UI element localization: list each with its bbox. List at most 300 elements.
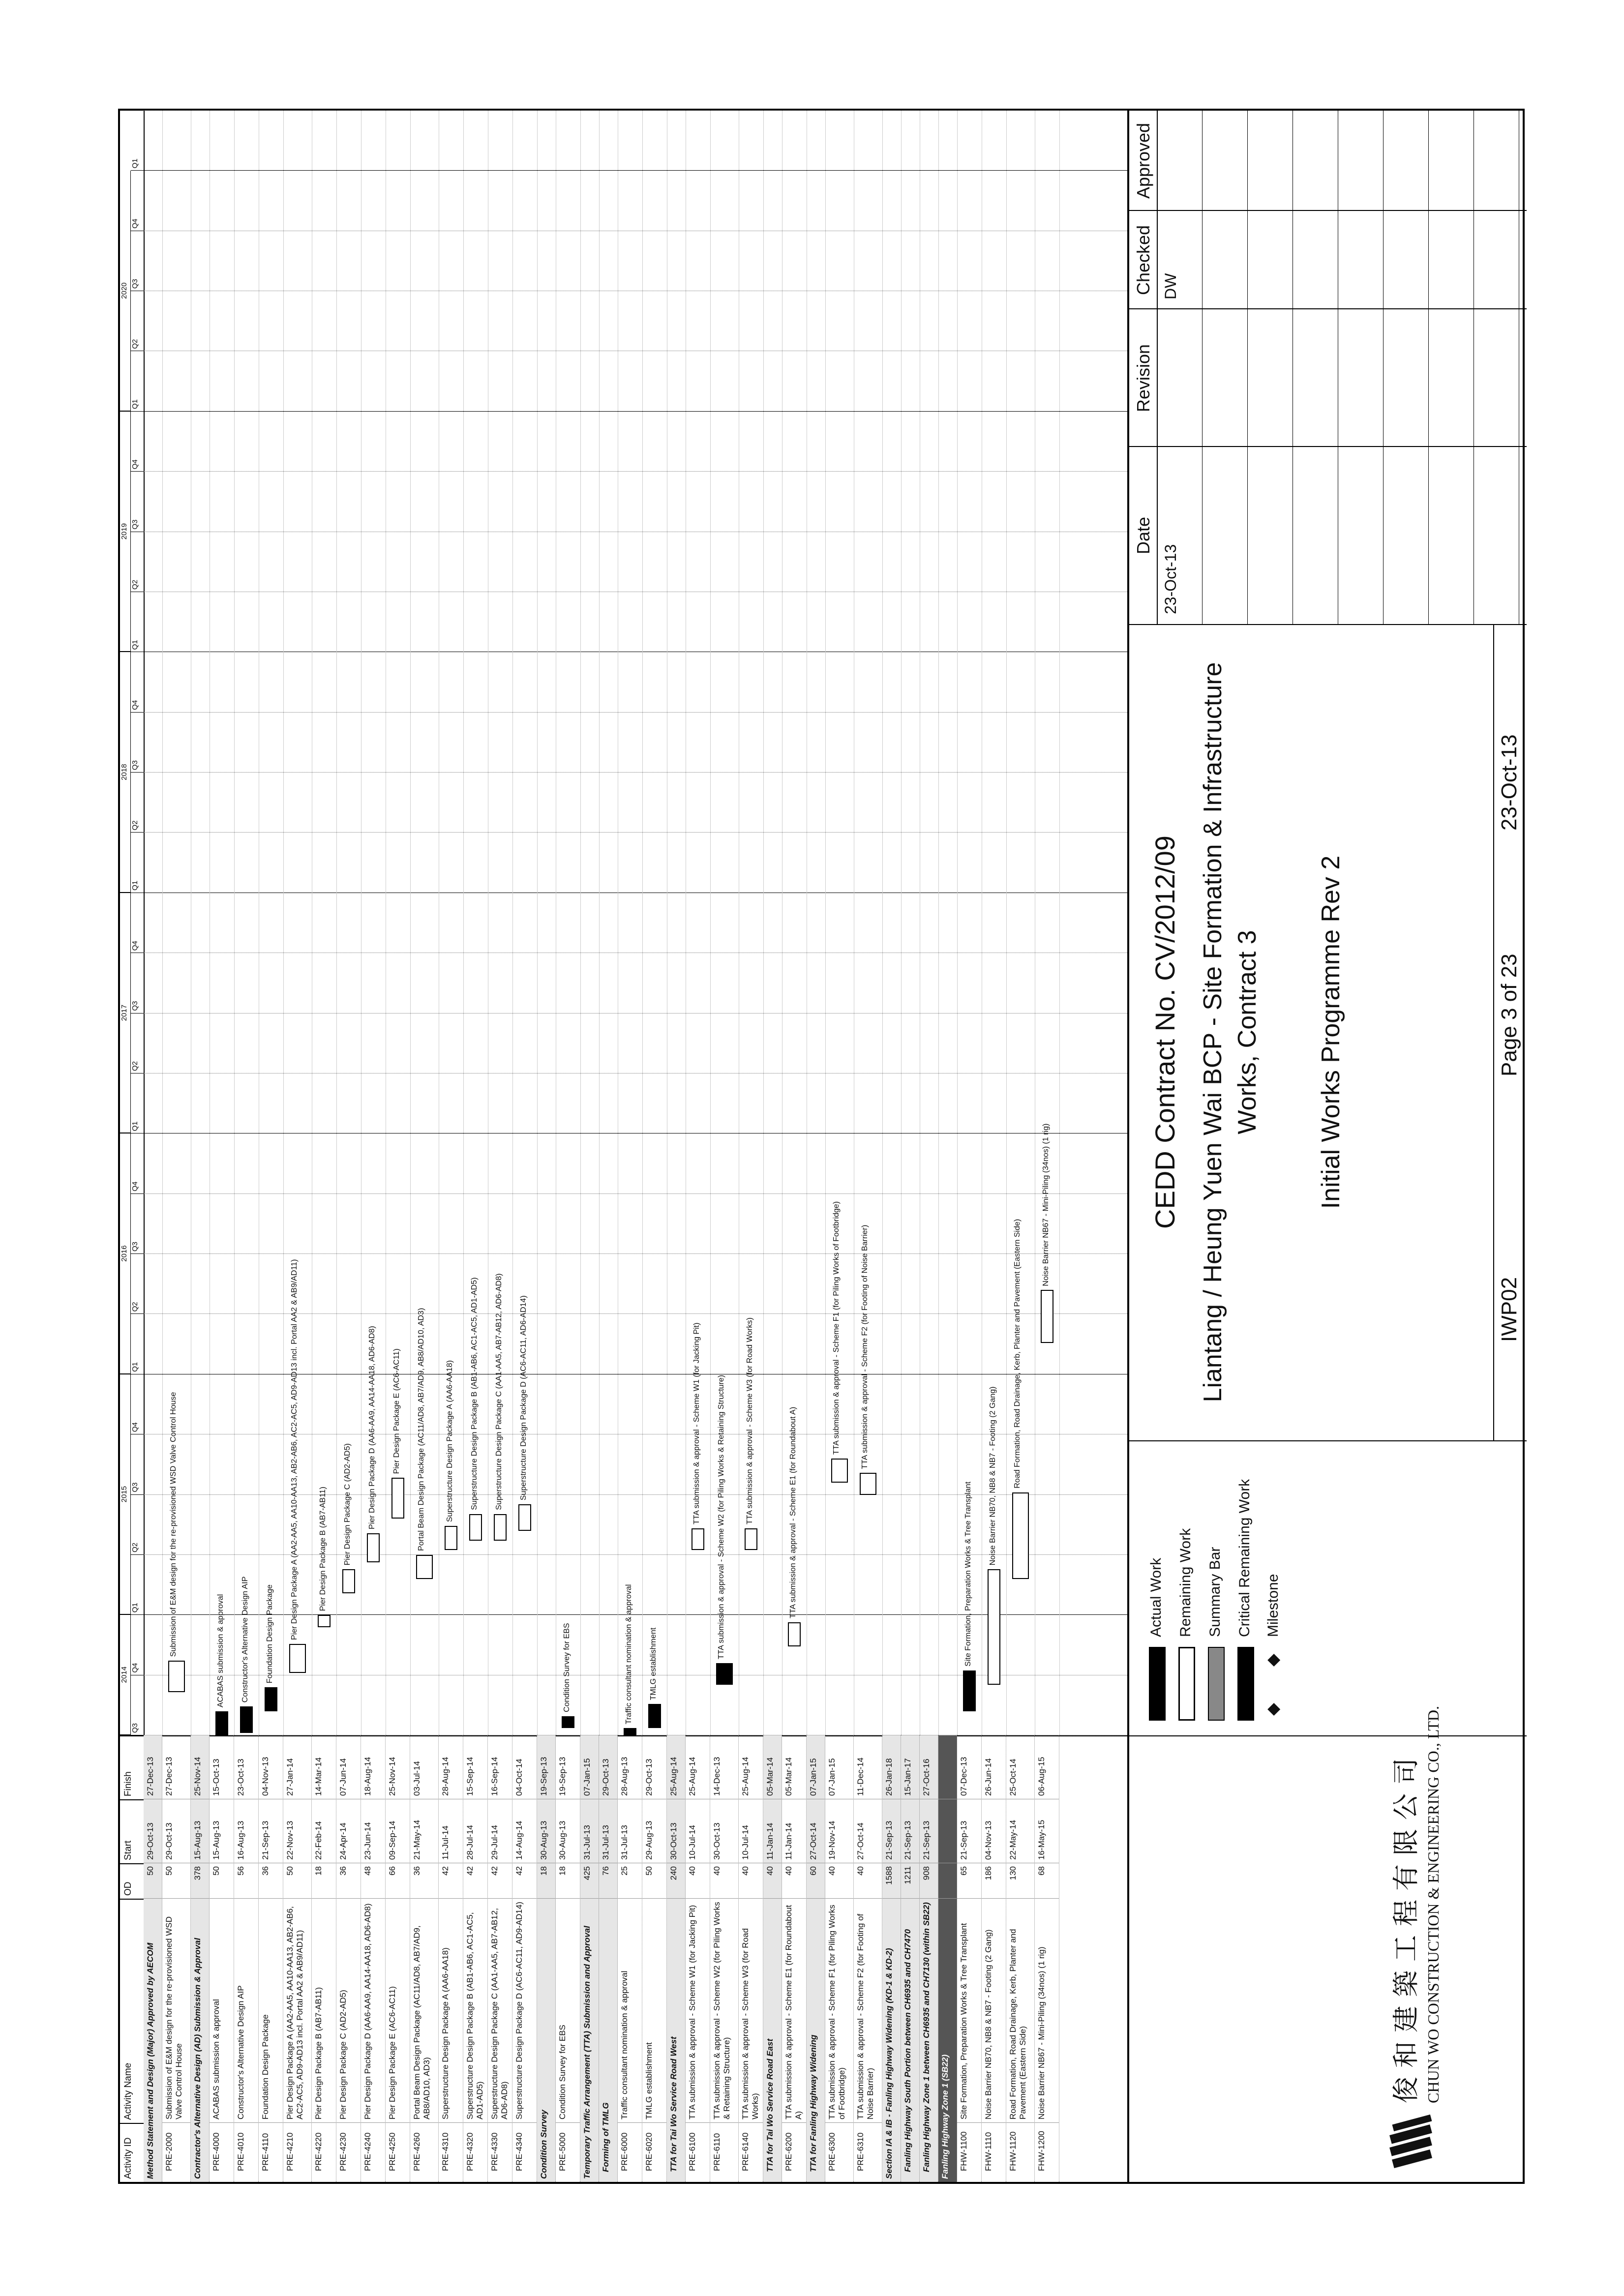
group-title: Contractor's Alternative Design (AD) Submission & Approval xyxy=(193,1938,202,2179)
table-row[interactable] xyxy=(410,1735,439,2182)
activity-start: 14-Aug-14 xyxy=(512,1799,537,1863)
table-row[interactable] xyxy=(162,1735,191,2182)
legend-milestone-label: Milestone xyxy=(1265,1574,1281,1637)
activity-finish: 07-Jan-15 xyxy=(825,1735,853,1799)
activity-finish: 28-Aug-13 xyxy=(618,1735,642,1799)
activity-name: Pier Design Package E (AC6-AC11) xyxy=(386,1899,410,2123)
activity-finish: 25-Aug-14 xyxy=(667,1735,685,1799)
table-row[interactable] xyxy=(361,1735,386,2182)
table-row[interactable] xyxy=(957,1735,982,2182)
table-row[interactable] xyxy=(686,1735,710,2182)
gantt-bar[interactable] xyxy=(469,1514,482,1541)
table-row[interactable] xyxy=(488,1735,512,2182)
table-row[interactable] xyxy=(854,1735,882,2182)
activity-id: PRE-5000 xyxy=(558,2132,567,2171)
timeline-quarter: Q1 xyxy=(131,1314,144,1374)
group-row[interactable] xyxy=(763,1735,782,2182)
gantt-bar-label: TTA submission & approval - Scheme W1 (for Jacking Pit) xyxy=(692,1322,701,1525)
activity-start: 23-Jun-14 xyxy=(361,1799,385,1863)
gantt-bar-label: Pier Design Package D (AA6-AA9, AA14-AA18, AD6-AD8) xyxy=(368,1326,376,1529)
activity-id: PRE-4230 xyxy=(338,2132,348,2171)
activity-name: Superstructure Design Package B (AB1-AB6, AC1-AC5, AD1-AD5) xyxy=(463,1899,487,2123)
activity-name: Pier Design Package A (AA2-AA5, AA10-AA13, AB2-AB6, AC2-AC5, AD9-AD13 incl. Portal AA2 & AB9/AD11) xyxy=(283,1899,311,2123)
group-title: Method Statement and Design (Major) Approved by AECOM xyxy=(146,1942,155,2179)
activity-id: PRE-4110 xyxy=(261,2133,270,2171)
activity-start: 22-Nov-13 xyxy=(283,1799,311,1863)
gantt-bar[interactable] xyxy=(716,1663,733,1685)
activity-start: 21-Sep-13 xyxy=(957,1799,981,1863)
activity-name: Portal Beam Design Package (AC11/AD8, AB7/AD9, AB8/AD10, AD3) xyxy=(410,1899,438,2123)
activity-finish xyxy=(938,1735,957,1799)
activity-start: 24-Apr-14 xyxy=(336,1799,361,1863)
activity-name: Noise Barrier NB70, NB8 & NB7 - Footing (2 Gang) xyxy=(982,1899,1006,2123)
gantt-bar[interactable] xyxy=(416,1555,433,1579)
timeline-year: 2014 xyxy=(120,1615,131,1735)
gantt-row-line xyxy=(234,111,235,1735)
activity-id: PRE-6310 xyxy=(856,2132,865,2171)
group-row[interactable] xyxy=(599,1735,618,2182)
table-row[interactable] xyxy=(463,1735,488,2182)
activity-duration: 40 xyxy=(710,1863,738,1899)
contract-title: CEDD Contract No. CV/2012/09 xyxy=(1149,835,1180,1229)
activity-id: FHW-1200 xyxy=(1037,2131,1046,2171)
gantt-bar[interactable] xyxy=(391,1478,404,1519)
gantt-bar-label: Foundation Design Package xyxy=(266,1584,274,1684)
activity-finish: 07-Jan-15 xyxy=(580,1735,599,1799)
column-header xyxy=(120,111,145,2182)
gantt-bar[interactable] xyxy=(788,1622,801,1646)
gantt-bar-label: Pier Design Package E (AC6-AC11) xyxy=(392,1348,401,1474)
gantt-row-line xyxy=(882,111,883,1735)
col-header-id: Activity ID xyxy=(120,2123,144,2182)
table-row[interactable] xyxy=(1035,1735,1059,2182)
legend-critical-swatch xyxy=(1237,1647,1254,1721)
legend-critical-label: Critical Remaining Work xyxy=(1236,1479,1253,1637)
activity-table xyxy=(144,1735,1127,2182)
gantt-row-line xyxy=(580,111,581,1735)
activity-start: 21-Sep-13 xyxy=(901,1799,919,1863)
activity-id: PRE-4330 xyxy=(490,2132,499,2171)
timeline-quarter: Q1 xyxy=(131,1555,144,1615)
activity-id: PRE-4340 xyxy=(514,2132,524,2171)
timeline-quarter: Q4 xyxy=(131,1133,144,1193)
rev-col-line xyxy=(1129,446,1527,447)
activity-finish: 27-Dec-13 xyxy=(144,1735,162,1799)
col-header-finish: Finish xyxy=(120,1735,144,1799)
activity-start: 11-Jan-14 xyxy=(782,1799,806,1863)
activity-duration: 36 xyxy=(410,1863,438,1899)
activity-finish: 25-Aug-14 xyxy=(686,1735,710,1799)
gantt-row-line xyxy=(957,111,958,1735)
timeline-quarter: Q2 xyxy=(131,1014,144,1073)
group-row[interactable] xyxy=(144,1735,162,2182)
gantt-row-line xyxy=(463,111,464,1735)
gantt-bar[interactable] xyxy=(692,1528,704,1550)
quarter-gridline xyxy=(144,1193,1127,1194)
gantt-row-line xyxy=(1059,111,1060,1735)
activity-start: 29-Oct-13 xyxy=(144,1799,162,1863)
group-title: Fanling Highway Zone 1 (SB22) xyxy=(940,2054,950,2179)
timeline-quarter: Q1 xyxy=(131,833,144,893)
activity-finish: 07-Dec-13 xyxy=(957,1735,981,1799)
gantt-bar-label: TTA submission & approval - Scheme F1 (for Piling Works of Footbridge) xyxy=(832,1201,841,1455)
activity-name: Superstructure Design Package A (AA6-AA18) xyxy=(439,1899,463,2123)
gantt-bar-label: Noise Barrier NB67 - Mini-Piling (34nos) (1 rig) xyxy=(1042,1123,1050,1286)
table-row[interactable] xyxy=(1006,1735,1035,2182)
timeline-quarter: Q2 xyxy=(131,1254,144,1314)
timeline-quarter: Q2 xyxy=(131,1495,144,1555)
activity-finish: 25-Aug-14 xyxy=(739,1735,763,1799)
activity-duration: 76 xyxy=(599,1863,617,1899)
gantt-bar-label: Portal Beam Design Package (AC11/AD8, AB7/AD9, AB8/AD10, AD3) xyxy=(417,1308,425,1551)
activity-id: PRE-4310 xyxy=(441,2132,450,2171)
activity-name: Traffic consultant nomination & approval xyxy=(618,1899,642,2123)
activity-name: ACABAS submission & approval xyxy=(210,1899,234,2123)
gantt-bar[interactable] xyxy=(342,1569,355,1593)
group-row[interactable] xyxy=(667,1735,686,2182)
activity-start: 10-Jul-14 xyxy=(686,1799,710,1863)
timeline-quarter: Q3 xyxy=(131,231,144,291)
gantt-row-line xyxy=(283,111,284,1735)
title-divider xyxy=(1493,624,1494,1440)
activity-id: FHW-1120 xyxy=(1008,2131,1018,2171)
activity-finish: 15-Sep-14 xyxy=(463,1735,487,1799)
activity-finish: 07-Jun-14 xyxy=(336,1735,361,1799)
gantt-bar[interactable] xyxy=(289,1644,306,1673)
activity-name: Submission of E&M design for the re-provisioned WSD Valve Control House xyxy=(162,1899,190,2123)
activity-id: PRE-4210 xyxy=(285,2132,295,2171)
rev-row-line xyxy=(1202,111,1203,624)
gantt-row-line xyxy=(162,111,163,1735)
gantt-bar[interactable] xyxy=(518,1504,531,1531)
gantt-bar-label: Pier Design Package C (AD2-AD5) xyxy=(343,1443,352,1566)
activity-start: 28-Jul-14 xyxy=(463,1799,487,1863)
activity-start xyxy=(938,1799,957,1863)
activity-finish: 16-Sep-14 xyxy=(488,1735,512,1799)
gantt-bar-label: Road Formation, Road Drainage, Kerb, Planter and Pavement (Eastern Side) xyxy=(1013,1219,1022,1489)
activity-name: Constructor's Alternative Design AIP xyxy=(234,1899,258,2123)
table-row[interactable] xyxy=(782,1735,807,2182)
activity-duration: 42 xyxy=(512,1863,537,1899)
activity-name: Pier Design Package B (AB7-AB11) xyxy=(312,1899,336,2123)
timeline-quarter: Q4 xyxy=(131,171,144,231)
activity-name: Condition Survey for EBS xyxy=(556,1899,580,2123)
title-block xyxy=(1129,624,1527,1440)
gantt-bar[interactable] xyxy=(860,1473,876,1494)
activity-name: Road Formation, Road Drainage, Kerb, Planter and Pavement (Eastern Side) xyxy=(1006,1899,1034,2123)
activity-duration: 42 xyxy=(488,1863,512,1899)
gantt-bar[interactable] xyxy=(963,1670,976,1711)
activity-start: 31-Jul-13 xyxy=(618,1799,642,1863)
activity-duration: 40 xyxy=(763,1863,782,1899)
activity-id: PRE-4320 xyxy=(465,2132,475,2171)
col-header-name: Activity Name xyxy=(120,1899,144,2123)
activity-duration xyxy=(938,1863,957,1899)
activity-name: TMLG establishment xyxy=(642,1899,666,2123)
activity-name: TTA submission & approval - Scheme E1 (for Roundabout A) xyxy=(782,1899,806,2123)
table-row[interactable] xyxy=(739,1735,763,2182)
activity-finish: 04-Nov-13 xyxy=(259,1735,283,1799)
activity-duration: 25 xyxy=(618,1863,642,1899)
legend xyxy=(1129,1440,1527,1735)
rev-row-date: 23-Oct-13 xyxy=(1162,544,1179,614)
timeline-quarter: Q2 xyxy=(131,291,144,351)
activity-name: TTA submission & approval - Scheme W3 (for Road Works) xyxy=(739,1899,763,2123)
activity-finish: 06-Aug-15 xyxy=(1035,1735,1059,1799)
activity-finish: 29-Oct-13 xyxy=(642,1735,666,1799)
activity-start: 27-Oct-14 xyxy=(807,1799,825,1863)
activity-finish: 11-Dec-14 xyxy=(854,1735,882,1799)
group-row[interactable] xyxy=(882,1735,901,2182)
activity-duration: 48 xyxy=(361,1863,385,1899)
activity-start: 21-Sep-13 xyxy=(259,1799,283,1863)
group-title: Fanling Highway Zone 1 between CH6935 and CH7130 (within SB22) xyxy=(922,1902,931,2172)
page-number: Page 3 of 23 xyxy=(1497,954,1521,1076)
activity-start: 30-Aug-13 xyxy=(537,1799,555,1863)
activity-duration: 186 xyxy=(982,1863,1006,1899)
timeline-quarter: Q4 xyxy=(131,412,144,472)
activity-start: 10-Jul-14 xyxy=(739,1799,763,1863)
timeline-quarter: Q2 xyxy=(131,773,144,833)
activity-duration: 68 xyxy=(1035,1863,1059,1899)
activity-start: 19-Nov-14 xyxy=(825,1799,853,1863)
activity-duration: 50 xyxy=(162,1863,190,1899)
activity-name: Superstructure Design Package C (AA1-AA5, AB7-AB12, AD6-AD8) xyxy=(488,1899,512,2123)
group-title: Fanling Highway South Portion between CH6935 and CH7470 xyxy=(903,1929,912,2172)
timeline-quarter: Q1 xyxy=(131,1073,144,1133)
gantt-bar[interactable] xyxy=(318,1615,331,1627)
group-row[interactable] xyxy=(537,1735,556,2182)
project-title-line2: Works, Contract 3 xyxy=(1233,930,1262,1134)
group-title: TTA for Tai Wo Service Road East xyxy=(765,2038,775,2172)
activity-name: Foundation Design Package xyxy=(259,1899,283,2123)
activity-duration: 40 xyxy=(782,1863,806,1899)
gantt-frame xyxy=(118,109,1525,2184)
legend-milestone-icon-2: ◆ xyxy=(1263,1653,1282,1667)
activity-duration: 42 xyxy=(439,1863,463,1899)
gantt-bar[interactable] xyxy=(988,1569,1000,1685)
rev-row-checked: DW xyxy=(1162,273,1179,299)
table-row[interactable] xyxy=(825,1735,854,2182)
activity-duration: 42 xyxy=(463,1863,487,1899)
gantt-bar[interactable] xyxy=(494,1514,507,1541)
programme-date: 23-Oct-13 xyxy=(1497,734,1521,831)
table-row[interactable] xyxy=(512,1735,537,2182)
activity-start: 21-Sep-13 xyxy=(920,1799,938,1863)
timeline-quarter: Q3 xyxy=(131,953,144,1013)
gantt-bar[interactable] xyxy=(445,1526,457,1550)
timeline-header xyxy=(120,111,144,1735)
legend-summary-label: Summary Bar xyxy=(1207,1547,1223,1637)
gantt-bar[interactable] xyxy=(745,1528,757,1550)
activity-finish: 15-Oct-13 xyxy=(210,1735,234,1799)
group-row[interactable] xyxy=(901,1735,920,2182)
activity-name: Site Formation, Preparation Works & Tree Transplant xyxy=(957,1899,981,2123)
table-row[interactable] xyxy=(312,1735,336,2182)
gantt-bar[interactable] xyxy=(1012,1492,1029,1579)
table-row[interactable] xyxy=(982,1735,1006,2182)
activity-id: PRE-4000 xyxy=(211,2132,221,2171)
gantt-bar-label: Site Formation, Preparation Works & Tree Transplant xyxy=(964,1481,972,1667)
gantt-bar[interactable] xyxy=(624,1728,636,1735)
table-row[interactable] xyxy=(234,1735,259,2182)
timeline-quarter: Q4 xyxy=(131,652,144,712)
activity-finish: 25-Oct-14 xyxy=(1006,1735,1034,1799)
table-row[interactable] xyxy=(556,1735,580,2182)
table-row[interactable] xyxy=(336,1735,361,2182)
activity-finish: 25-Nov-14 xyxy=(386,1735,410,1799)
activity-id: PRE-4260 xyxy=(412,2132,421,2171)
gantt-bar[interactable] xyxy=(168,1661,185,1692)
activity-start: 27-Oct-14 xyxy=(854,1799,882,1863)
activity-id: PRE-4250 xyxy=(388,2132,397,2171)
activity-finish: 04-Oct-14 xyxy=(512,1735,537,1799)
activity-name: TTA submission & approval - Scheme W1 (for Jacking Pit) xyxy=(686,1899,710,2123)
rev-col-line xyxy=(1129,308,1527,309)
table-row[interactable] xyxy=(618,1735,642,2182)
gantt-chart-area xyxy=(144,111,1127,1735)
company-block xyxy=(1129,1706,1527,2182)
activity-finish: 26-Jun-14 xyxy=(982,1735,1006,1799)
gantt-bar[interactable] xyxy=(215,1711,228,1735)
activity-duration: 50 xyxy=(144,1863,162,1899)
gantt-bar[interactable] xyxy=(831,1459,848,1483)
gantt-bar[interactable] xyxy=(648,1704,661,1728)
gantt-bar-label: Superstructure Design Package D (AC6-AC11, AD6-AD14) xyxy=(519,1295,528,1501)
activity-duration: 40 xyxy=(686,1863,710,1899)
gantt-row-line xyxy=(537,111,538,1735)
quarter-gridline xyxy=(144,712,1127,713)
timeline-quarter: Q1 xyxy=(131,111,144,171)
gantt-row-line xyxy=(710,111,711,1735)
group-row[interactable] xyxy=(920,1735,938,2182)
timeline-quarter: Q3 xyxy=(131,713,144,773)
activity-finish: 27-Dec-13 xyxy=(162,1735,190,1799)
group-row[interactable] xyxy=(938,1735,957,2182)
activity-name: TTA submission & approval - Scheme W2 (for Piling Works & Retaining Structure) xyxy=(710,1899,738,2123)
timeline-quarter: Q1 xyxy=(131,592,144,652)
group-title: Forming of TMLG xyxy=(601,2102,610,2172)
table-row[interactable] xyxy=(642,1735,667,2182)
quarter-gridline xyxy=(144,411,1127,412)
activity-start: 15-Aug-13 xyxy=(191,1799,209,1863)
timeline-quarter: Q4 xyxy=(131,1615,144,1675)
activity-duration: 18 xyxy=(556,1863,580,1899)
activity-duration: 240 xyxy=(667,1863,685,1899)
activity-name: TTA submission & approval - Scheme F2 (for Footing of Noise Barrier) xyxy=(854,1899,882,2123)
activity-id: PRE-6100 xyxy=(688,2132,697,2171)
activity-name: Pier Design Package C (AD2-AD5) xyxy=(336,1899,361,2123)
table-row[interactable] xyxy=(710,1735,739,2182)
gantt-row-line xyxy=(642,111,643,1735)
activity-finish: 27-Jan-14 xyxy=(283,1735,311,1799)
project-title: Liantang / Heung Yuen Wai BCP - Site Formation & Infrastructure xyxy=(1199,662,1227,1402)
activity-start: 31-Jul-13 xyxy=(599,1799,617,1863)
legend-remaining-label: Remaining Work xyxy=(1177,1528,1194,1637)
activity-duration: 65 xyxy=(957,1863,981,1899)
activity-finish: 28-Aug-14 xyxy=(439,1735,463,1799)
activity-id: FHW-1100 xyxy=(959,2131,968,2171)
revision-grid xyxy=(1129,111,1527,624)
gantt-bar-label: Pier Design Package A (AA2-AA5, AA10-AA13, AB2-AB6, AC2-AC5, AD9-AD13 incl. Portal AA2 & AB9/AD11) xyxy=(290,1259,299,1640)
table-row[interactable] xyxy=(439,1735,463,2182)
quarter-gridline xyxy=(144,1253,1127,1254)
timeline-quarter: Q3 xyxy=(131,472,144,532)
quarter-gridline xyxy=(144,110,1127,111)
activity-start: 29-Jul-14 xyxy=(488,1799,512,1863)
gantt-row-line xyxy=(938,111,939,1735)
quarter-gridline xyxy=(144,471,1127,472)
gantt-bar[interactable] xyxy=(265,1687,277,1711)
activity-start: 11-Jul-14 xyxy=(439,1799,463,1863)
activity-id: PRE-4240 xyxy=(363,2132,372,2171)
table-row[interactable] xyxy=(259,1735,283,2182)
timeline-quarter: Q4 xyxy=(131,1374,144,1434)
gantt-bar-label: Condition Survey for EBS xyxy=(563,1623,571,1712)
activity-finish: 19-Sep-13 xyxy=(537,1735,555,1799)
activity-duration: 66 xyxy=(386,1863,410,1899)
activity-finish: 03-Jul-14 xyxy=(410,1735,438,1799)
activity-id: PRE-4220 xyxy=(314,2132,323,2171)
rev-header-approved: Approved xyxy=(1133,122,1153,199)
activity-finish: 29-Oct-13 xyxy=(599,1735,617,1799)
rev-header-date: Date xyxy=(1133,516,1153,555)
gantt-bar-label: TTA submission & approval - Scheme E1 (for Roundabout A) xyxy=(789,1406,797,1618)
activity-duration: 130 xyxy=(1006,1863,1034,1899)
activity-id: PRE-6020 xyxy=(644,2132,654,2171)
table-row[interactable] xyxy=(386,1735,410,2182)
activity-id: PRE-4010 xyxy=(236,2132,245,2171)
legend-remaining-swatch xyxy=(1178,1647,1195,1721)
activity-duration: 50 xyxy=(642,1863,666,1899)
timeline-quarter: Q3 xyxy=(131,1434,144,1494)
activity-finish: 05-Mar-14 xyxy=(782,1735,806,1799)
activity-finish: 23-Oct-13 xyxy=(234,1735,258,1799)
group-row[interactable] xyxy=(191,1735,210,2182)
activity-duration: 1211 xyxy=(901,1863,919,1899)
quarter-gridline xyxy=(144,772,1127,773)
table-row[interactable] xyxy=(283,1735,312,2182)
group-row[interactable] xyxy=(580,1735,599,2182)
timeline-quarter: Q3 xyxy=(131,1675,144,1735)
rev-header-checked: Checked xyxy=(1133,225,1153,296)
activity-duration: 60 xyxy=(807,1863,825,1899)
activity-finish: 26-Jan-18 xyxy=(882,1735,901,1799)
gantt-row-line xyxy=(512,111,513,1735)
timeline-quarter: Q1 xyxy=(131,352,144,412)
group-title: TTA for Tai Wo Service Road West xyxy=(669,2036,678,2172)
activity-start: 21-Sep-13 xyxy=(882,1799,901,1863)
rev-row-line xyxy=(1247,111,1248,624)
gantt-bar[interactable] xyxy=(367,1533,380,1562)
gantt-bar[interactable] xyxy=(1041,1290,1053,1343)
legend-milestone-icon: ◆ xyxy=(1263,1702,1282,1716)
activity-finish: 18-Aug-14 xyxy=(361,1735,385,1799)
programme-code: IWP02 xyxy=(1497,1277,1521,1342)
activity-start: 29-Aug-13 xyxy=(642,1799,666,1863)
group-title: Section IA & IB - Fanling Highway Widening (KD-1 & KD-2) xyxy=(884,1948,894,2179)
activity-start: 15-Aug-13 xyxy=(210,1799,234,1863)
table-row[interactable] xyxy=(210,1735,234,2182)
activity-finish: 19-Sep-13 xyxy=(556,1735,580,1799)
group-row[interactable] xyxy=(807,1735,825,2182)
activity-start: 09-Sep-14 xyxy=(386,1799,410,1863)
legend-actual-label: Actual Work xyxy=(1148,1557,1164,1637)
gantt-bar[interactable] xyxy=(240,1706,253,1733)
gantt-bar-label: Pier Design Package B (AB7-AB11) xyxy=(319,1487,327,1611)
activity-duration: 50 xyxy=(283,1863,311,1899)
gantt-bar[interactable] xyxy=(562,1716,574,1728)
